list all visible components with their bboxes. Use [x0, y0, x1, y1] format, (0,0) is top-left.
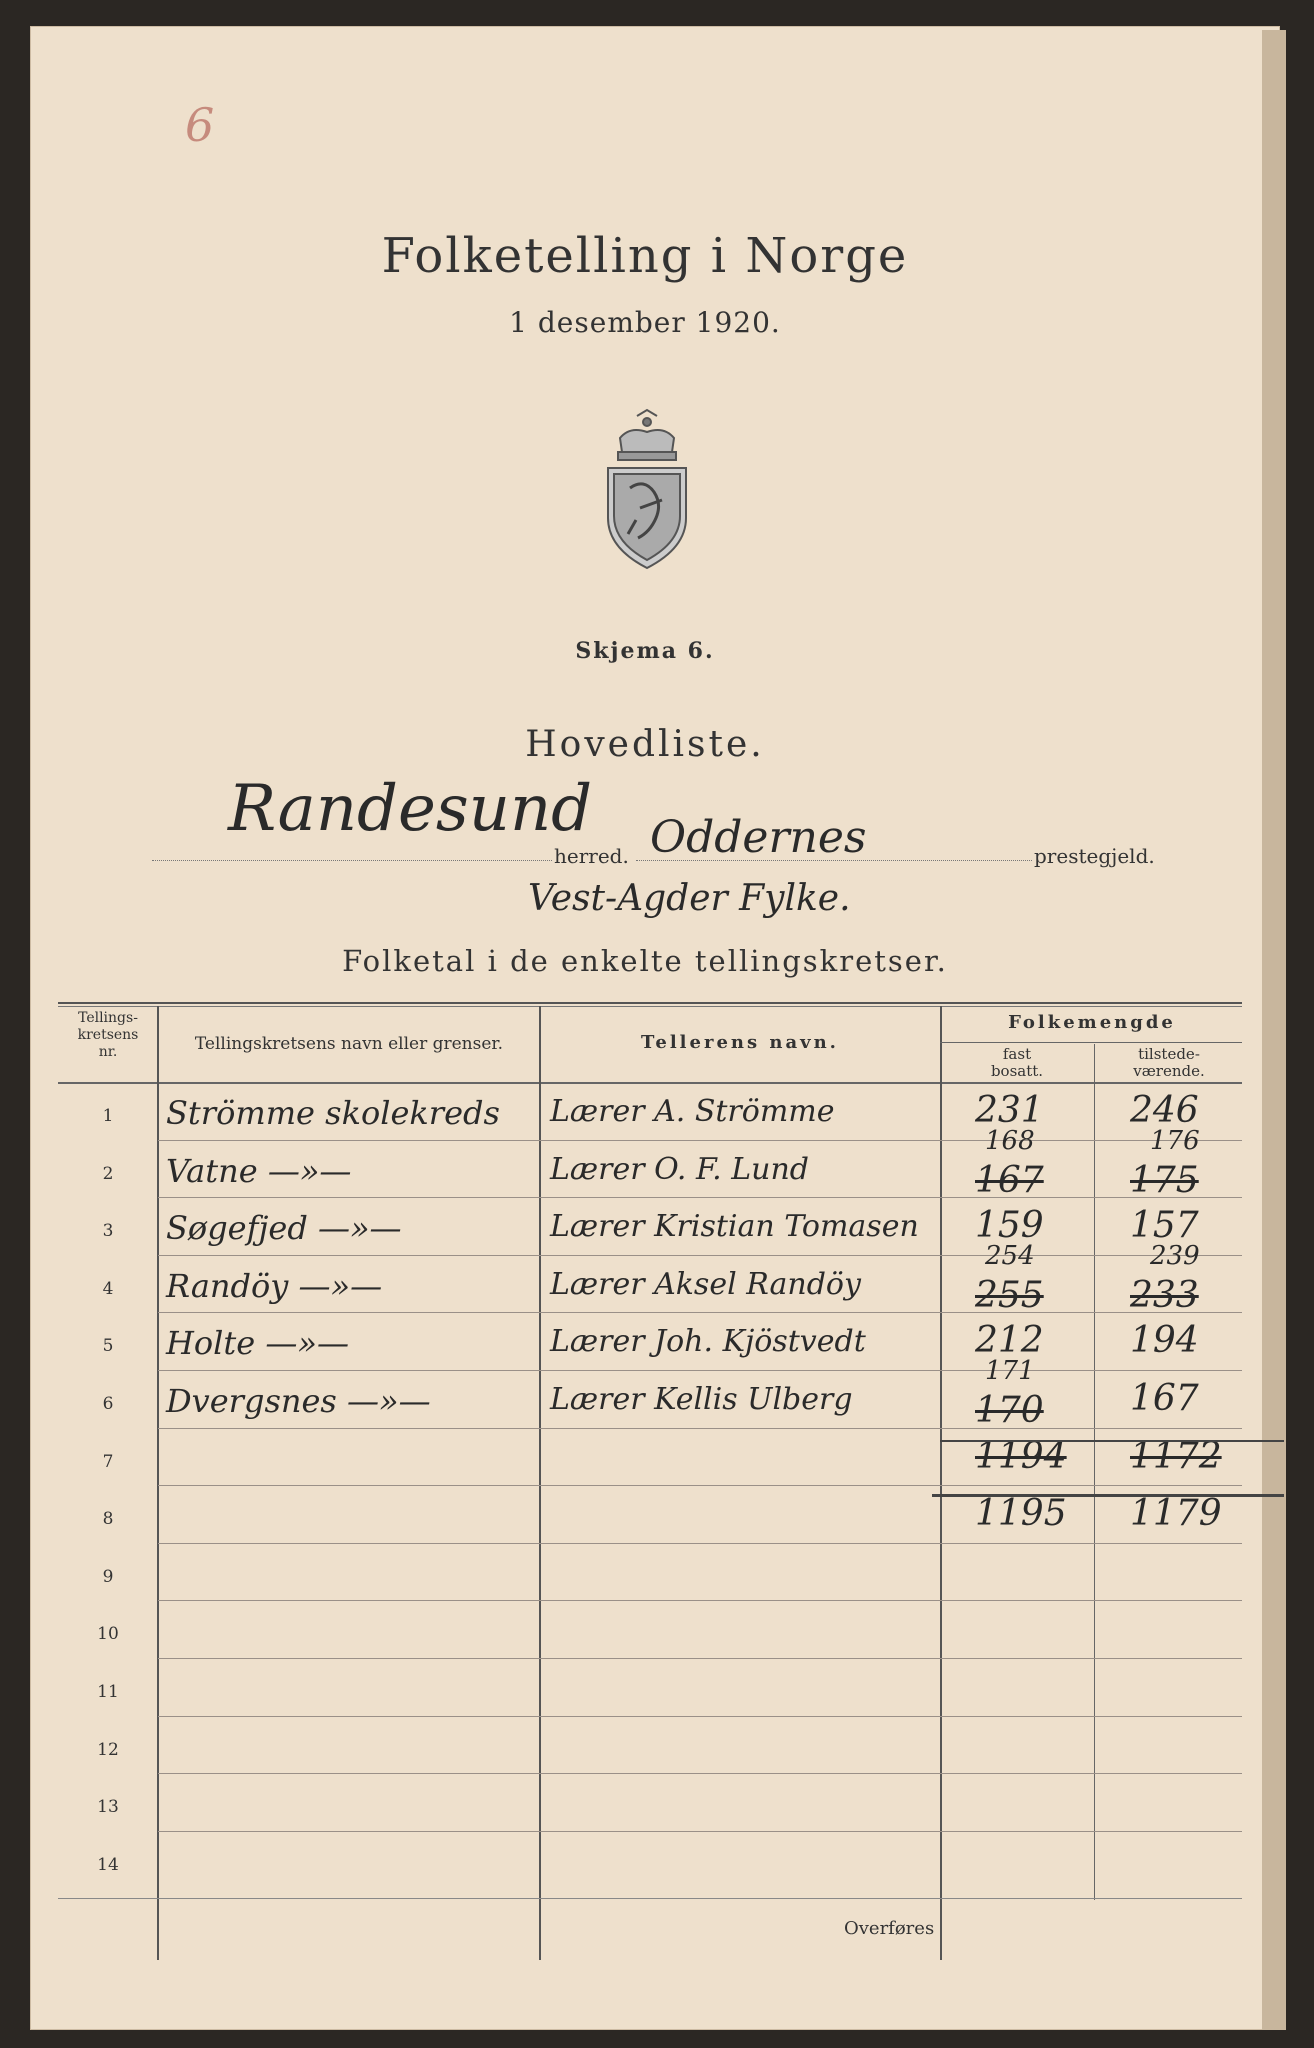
row-number: 1	[102, 1106, 114, 1126]
header-tilstede: tilstede- værende.	[1133, 1045, 1205, 1080]
row-number: 8	[102, 1509, 114, 1530]
row-number: 10	[97, 1624, 119, 1645]
coat-of-arms-icon	[600, 408, 694, 576]
tilstede-value: 1172	[1130, 1435, 1222, 1477]
header-bottom-rule	[58, 1082, 1242, 1084]
kreds-name: Strömme skolekreds	[166, 1094, 500, 1132]
kreds-name: Vatne —»—	[166, 1151, 352, 1190]
row-number: 5	[102, 1336, 114, 1357]
tilstede-correction: 239	[1150, 1240, 1200, 1271]
table-top-rule-2	[58, 1006, 1242, 1007]
header-teller: Tellerens navn.	[641, 1032, 839, 1053]
tilstede-value: 1179	[1130, 1493, 1222, 1535]
table-top-rule	[58, 1002, 1242, 1004]
row-rule	[158, 1831, 1242, 1832]
sum-rule-1	[940, 1440, 1284, 1442]
fast-bosatt-value: 1195	[975, 1493, 1067, 1535]
row-number: 2	[102, 1163, 114, 1184]
row-rule	[158, 1312, 1242, 1313]
row-number: 7	[102, 1451, 114, 1472]
kreds-name: Randöy —»—	[166, 1266, 383, 1305]
herred-label: herred.	[554, 844, 629, 868]
teller-name: Lærer A. Strömme	[550, 1094, 835, 1129]
row-number: 9	[102, 1566, 114, 1587]
fast-bosatt-value: 212	[975, 1320, 1044, 1362]
teller-name: Lærer Kellis Ulberg	[550, 1382, 853, 1417]
kreds-name: Søgefjed —»—	[166, 1209, 402, 1248]
fast-bosatt-value: 1194	[975, 1435, 1067, 1477]
prestegjeld-value: Oddernes	[650, 812, 867, 863]
row-rule	[158, 1600, 1242, 1601]
fast-bosatt-value: 170	[975, 1390, 1044, 1431]
tilstede-value: 157	[1130, 1205, 1199, 1247]
fast-bosatt-value: 255	[975, 1274, 1044, 1316]
fast-bosatt-value: 231	[975, 1090, 1044, 1131]
row-number: 3	[102, 1221, 114, 1242]
fast-bosatt-value: 167	[975, 1159, 1044, 1201]
kreds-name: Dvergsnes —»—	[166, 1382, 431, 1420]
herred-line	[152, 860, 552, 861]
row-rule	[158, 1543, 1242, 1544]
row-rule	[158, 1197, 1242, 1198]
kreds-name: Holte —»—	[166, 1324, 349, 1363]
form-number: Skjema 6.	[575, 638, 715, 664]
fylke-value: Vest-Agder Fylke.	[528, 878, 851, 919]
census-date: 1 desember 1920.	[509, 306, 781, 339]
tilstede-correction: 176	[1150, 1125, 1200, 1156]
fast-bosatt-correction: 168	[985, 1125, 1035, 1156]
header-name: Tellingskretsens navn eller grenser.	[194, 1034, 504, 1054]
fast-bosatt-correction: 254	[985, 1240, 1035, 1271]
fast-bosatt-value: 159	[975, 1205, 1044, 1247]
row-number: 4	[102, 1278, 114, 1299]
teller-name: Lærer Aksel Randöy	[550, 1266, 861, 1302]
row-number: 13	[97, 1797, 119, 1818]
teller-name: Lærer Joh. Kjöstvedt	[550, 1324, 866, 1360]
row-rule	[158, 1370, 1242, 1371]
table-bottom-rule	[58, 1898, 1242, 1899]
col-line-3	[940, 1006, 942, 1960]
row-rule	[158, 1658, 1242, 1659]
row-number: 12	[97, 1739, 119, 1760]
tilstede-value: 246	[1130, 1090, 1199, 1131]
tilstede-value: 194	[1130, 1320, 1199, 1362]
carry-over-label: Overføres	[844, 1918, 935, 1939]
row-number: 6	[102, 1394, 114, 1414]
folkemengde-split	[940, 1042, 1242, 1043]
row-rule	[158, 1255, 1242, 1256]
row-rule	[158, 1428, 1242, 1429]
row-rule	[158, 1140, 1242, 1141]
prestegjeld-label: prestegjeld.	[1034, 844, 1155, 868]
tilstede-value: 167	[1130, 1378, 1199, 1419]
col-line-2	[539, 1006, 541, 1960]
list-heading: Hovedliste.	[525, 724, 765, 765]
corner-mark: 6	[185, 98, 215, 152]
row-rule	[158, 1773, 1242, 1774]
row-rule	[158, 1716, 1242, 1717]
col-line-1	[157, 1006, 159, 1960]
col-line-4	[1094, 1044, 1095, 1900]
teller-name: Lærer O. F. Lund	[550, 1151, 809, 1187]
teller-name: Lærer Kristian Tomasen	[550, 1209, 919, 1245]
header-fast-bosatt: fast bosatt.	[990, 1045, 1044, 1080]
row-rule	[158, 1485, 1242, 1486]
row-number: 14	[97, 1854, 119, 1875]
form-title: Folketelling i Norge	[381, 228, 909, 284]
fast-bosatt-correction: 171	[985, 1356, 1035, 1386]
tilstede-value: 233	[1130, 1274, 1199, 1316]
header-nr: Tellings- kretsens nr.	[77, 1010, 139, 1060]
sum-rule-2	[932, 1494, 1284, 1497]
header-folkemengde: Folkemengde	[1008, 1012, 1176, 1033]
table-title: Folketal i de enkelte tellingskretser.	[342, 944, 948, 978]
herred-value: Randesund	[228, 772, 593, 846]
tilstede-value: 175	[1130, 1159, 1199, 1201]
row-number: 11	[97, 1682, 119, 1702]
